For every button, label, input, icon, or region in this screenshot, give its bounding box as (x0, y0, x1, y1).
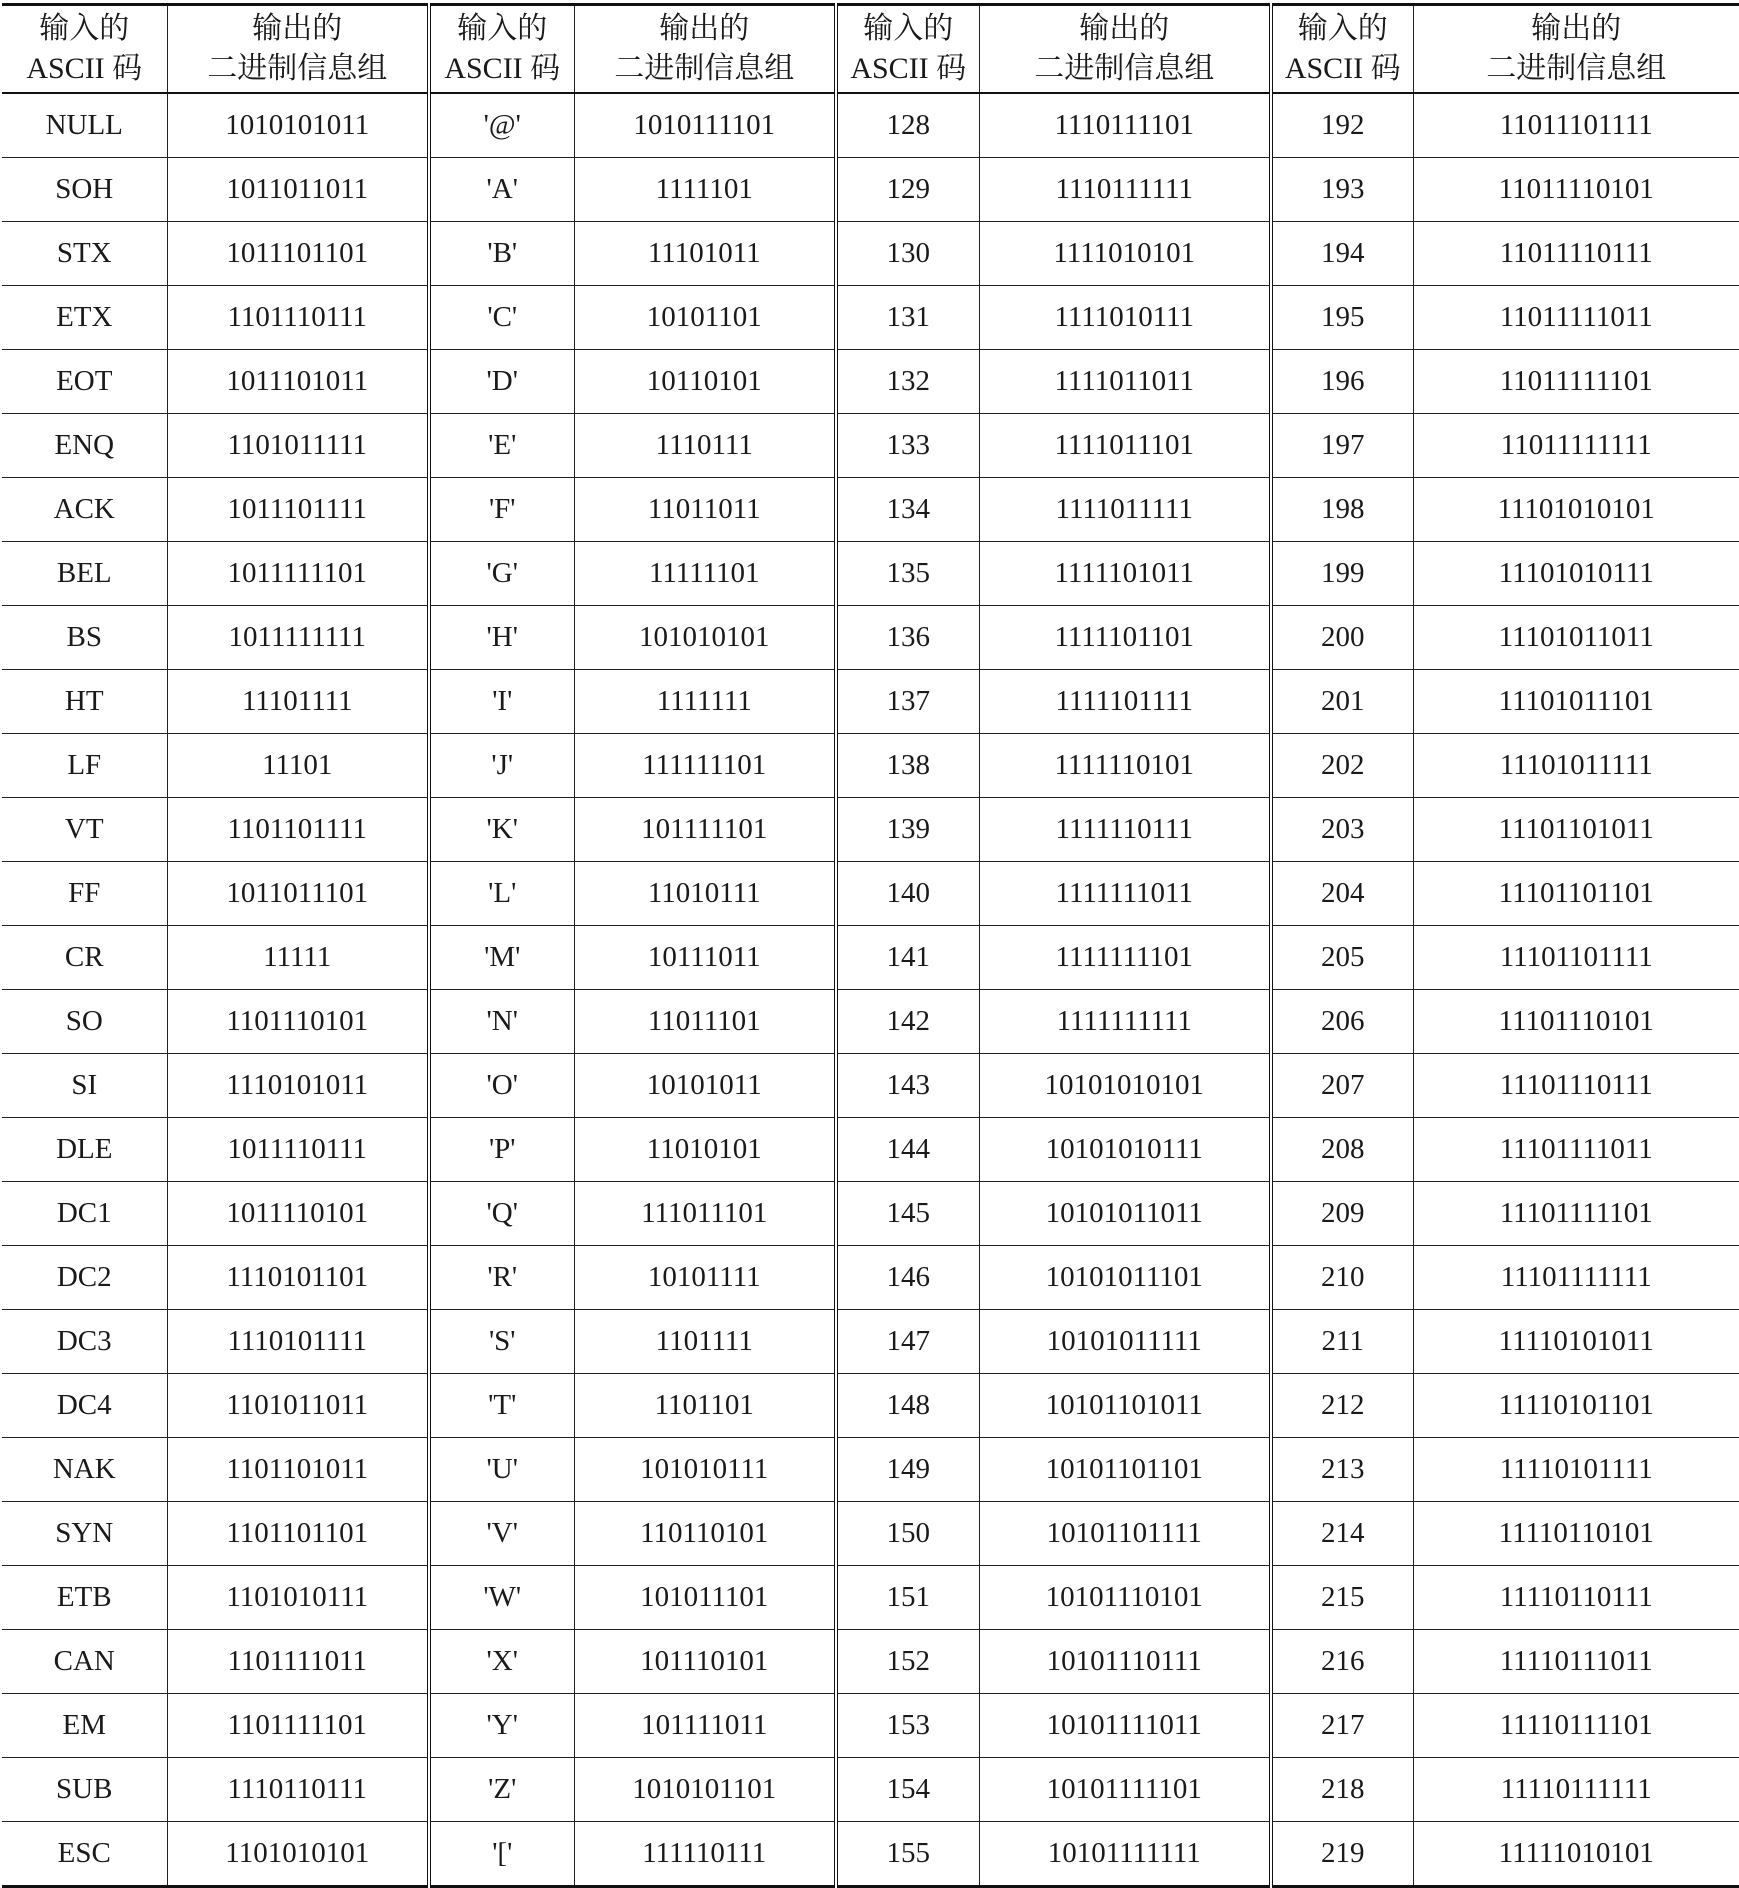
input-ascii-cell-3: 135 (836, 542, 979, 606)
output-binary-cell-3: 1111011111 (979, 478, 1271, 542)
input-ascii-cell-1: BS (2, 606, 167, 670)
input-ascii-cell-3: 132 (836, 350, 979, 414)
input-ascii-cell-2: 'D' (429, 350, 574, 414)
input-ascii-cell-1: SOH (2, 158, 167, 222)
output-binary-cell-1: 1101101101 (167, 1502, 429, 1566)
ascii-code-table (2, 3, 1739, 1888)
output-binary-cell-3: 1111101111 (979, 670, 1271, 734)
input-ascii-cell-1: DC3 (2, 1310, 167, 1374)
table-row (2, 414, 1739, 478)
output-binary-cell-4: 11111010101 (1413, 1822, 1739, 1887)
output-binary-cell-3: 1111111101 (979, 926, 1271, 990)
input-ascii-cell-4: 203 (1271, 798, 1413, 862)
input-ascii-cell-4: 192 (1271, 93, 1413, 158)
output-binary-cell-1: 1011011011 (167, 158, 429, 222)
output-binary-cell-3: 1111111011 (979, 862, 1271, 926)
input-ascii-cell-3: 134 (836, 478, 979, 542)
output-binary-cell-3: 1110111101 (979, 93, 1271, 158)
output-binary-cell-2: 11111101 (574, 542, 836, 606)
output-binary-cell-3: 10101101101 (979, 1438, 1271, 1502)
output-binary-cell-4: 11110111101 (1413, 1694, 1739, 1758)
input-ascii-cell-4: 200 (1271, 606, 1413, 670)
table-row (2, 990, 1739, 1054)
input-ascii-cell-4: 209 (1271, 1182, 1413, 1246)
input-ascii-cell-4: 196 (1271, 350, 1413, 414)
input-ascii-cell-3: 140 (836, 862, 979, 926)
output-binary-cell-2: 111111101 (574, 734, 836, 798)
input-ascii-cell-1: LF (2, 734, 167, 798)
output-binary-cell-4: 11011110101 (1413, 158, 1739, 222)
input-ascii-cell-2: 'I' (429, 670, 574, 734)
output-binary-cell-3: 10101101011 (979, 1374, 1271, 1438)
input-ascii-cell-2: 'T' (429, 1374, 574, 1438)
input-ascii-cell-3: 131 (836, 286, 979, 350)
output-binary-cell-2: 11010111 (574, 862, 836, 926)
input-ascii-cell-4: 206 (1271, 990, 1413, 1054)
output-binary-cell-1: 1101111011 (167, 1630, 429, 1694)
table-body (2, 93, 1739, 1887)
output-binary-cell-2: 101111011 (574, 1694, 836, 1758)
table-row (2, 350, 1739, 414)
output-binary-cell-2: 1101111 (574, 1310, 836, 1374)
input-ascii-cell-4: 205 (1271, 926, 1413, 990)
input-ascii-cell-3: 141 (836, 926, 979, 990)
output-binary-cell-4: 11011110111 (1413, 222, 1739, 286)
input-ascii-cell-4: 216 (1271, 1630, 1413, 1694)
input-ascii-cell-2: 'V' (429, 1502, 574, 1566)
input-ascii-cell-4: 215 (1271, 1566, 1413, 1630)
output-binary-cell-1: 1110101011 (167, 1054, 429, 1118)
output-binary-cell-2: 1111101 (574, 158, 836, 222)
input-ascii-cell-4: 213 (1271, 1438, 1413, 1502)
input-ascii-cell-4: 193 (1271, 158, 1413, 222)
output-binary-cell-4: 11011101111 (1413, 93, 1739, 158)
output-binary-cell-3: 1111110111 (979, 798, 1271, 862)
input-ascii-cell-4: 197 (1271, 414, 1413, 478)
input-ascii-cell-4: 208 (1271, 1118, 1413, 1182)
input-ascii-cell-2: 'E' (429, 414, 574, 478)
input-ascii-cell-1: SYN (2, 1502, 167, 1566)
output-binary-cell-3: 10101011111 (979, 1310, 1271, 1374)
table-row (2, 862, 1739, 926)
input-ascii-cell-2: 'R' (429, 1246, 574, 1310)
input-ascii-cell-3: 133 (836, 414, 979, 478)
output-binary-cell-4: 11110101011 (1413, 1310, 1739, 1374)
output-binary-cell-4: 11101101011 (1413, 798, 1739, 862)
header-input-ascii-1: 输入的 ASCII 码 (2, 5, 167, 94)
input-ascii-cell-2: 'L' (429, 862, 574, 926)
output-binary-cell-2: 110110101 (574, 1502, 836, 1566)
output-binary-cell-1: 1101110111 (167, 286, 429, 350)
output-binary-cell-2: 1101101 (574, 1374, 836, 1438)
input-ascii-cell-3: 143 (836, 1054, 979, 1118)
output-binary-cell-1: 1011101101 (167, 222, 429, 286)
output-binary-cell-4: 11011111111 (1413, 414, 1739, 478)
input-ascii-cell-4: 207 (1271, 1054, 1413, 1118)
output-binary-cell-1: 1011111101 (167, 542, 429, 606)
output-binary-cell-3: 10101010111 (979, 1118, 1271, 1182)
output-binary-cell-4: 11101111011 (1413, 1118, 1739, 1182)
output-binary-cell-1: 1110101111 (167, 1310, 429, 1374)
input-ascii-cell-1: EM (2, 1694, 167, 1758)
output-binary-cell-2: 1010101101 (574, 1758, 836, 1822)
input-ascii-cell-2: 'G' (429, 542, 574, 606)
input-ascii-cell-3: 145 (836, 1182, 979, 1246)
output-binary-cell-2: 101010111 (574, 1438, 836, 1502)
input-ascii-cell-2: 'M' (429, 926, 574, 990)
header-input-ascii-3: 输入的 ASCII 码 (836, 5, 979, 94)
input-ascii-cell-4: 219 (1271, 1822, 1413, 1887)
input-ascii-cell-1: ENQ (2, 414, 167, 478)
output-binary-cell-2: 101010101 (574, 606, 836, 670)
table-row (2, 670, 1739, 734)
output-binary-cell-1: 1110110111 (167, 1758, 429, 1822)
input-ascii-cell-1: DC2 (2, 1246, 167, 1310)
input-ascii-cell-4: 199 (1271, 542, 1413, 606)
table-row (2, 1502, 1739, 1566)
output-binary-cell-2: 10111011 (574, 926, 836, 990)
output-binary-cell-4: 11101011101 (1413, 670, 1739, 734)
header-row (2, 5, 1739, 94)
output-binary-cell-1: 1110101101 (167, 1246, 429, 1310)
output-binary-cell-3: 10101011011 (979, 1182, 1271, 1246)
output-binary-cell-3: 10101111011 (979, 1694, 1271, 1758)
output-binary-cell-1: 1101101111 (167, 798, 429, 862)
output-binary-cell-3: 10101110101 (979, 1566, 1271, 1630)
output-binary-cell-1: 1011101111 (167, 478, 429, 542)
table-row (2, 93, 1739, 158)
table-row (2, 1630, 1739, 1694)
table-row (2, 1054, 1739, 1118)
input-ascii-cell-1: VT (2, 798, 167, 862)
table-row (2, 606, 1739, 670)
output-binary-cell-2: 1110111 (574, 414, 836, 478)
input-ascii-cell-2: 'W' (429, 1566, 574, 1630)
output-binary-cell-1: 1101110101 (167, 990, 429, 1054)
output-binary-cell-1: 1101011111 (167, 414, 429, 478)
table-row (2, 734, 1739, 798)
input-ascii-cell-3: 144 (836, 1118, 979, 1182)
input-ascii-cell-3: 153 (836, 1694, 979, 1758)
output-binary-cell-1: 1011101011 (167, 350, 429, 414)
input-ascii-cell-4: 217 (1271, 1694, 1413, 1758)
input-ascii-cell-2: 'Y' (429, 1694, 574, 1758)
output-binary-cell-3: 1111010101 (979, 222, 1271, 286)
output-binary-cell-3: 10101110111 (979, 1630, 1271, 1694)
output-binary-cell-2: 11011011 (574, 478, 836, 542)
output-binary-cell-3: 10101101111 (979, 1502, 1271, 1566)
output-binary-cell-1: 1011111111 (167, 606, 429, 670)
header-input-ascii-2: 输入的 ASCII 码 (429, 5, 574, 94)
input-ascii-cell-4: 201 (1271, 670, 1413, 734)
input-ascii-cell-2: 'B' (429, 222, 574, 286)
output-binary-cell-4: 11101011011 (1413, 606, 1739, 670)
output-binary-cell-4: 11110111011 (1413, 1630, 1739, 1694)
table-header (2, 5, 1739, 94)
output-binary-cell-1: 1101111101 (167, 1694, 429, 1758)
table-row (2, 1822, 1739, 1887)
input-ascii-cell-1: EOT (2, 350, 167, 414)
output-binary-cell-2: 11011101 (574, 990, 836, 1054)
output-binary-cell-1: 1101011011 (167, 1374, 429, 1438)
input-ascii-cell-4: 210 (1271, 1246, 1413, 1310)
input-ascii-cell-3: 151 (836, 1566, 979, 1630)
input-ascii-cell-2: '[' (429, 1822, 574, 1887)
output-binary-cell-4: 11101011111 (1413, 734, 1739, 798)
output-binary-cell-3: 1110111111 (979, 158, 1271, 222)
input-ascii-cell-1: ETX (2, 286, 167, 350)
input-ascii-cell-1: NULL (2, 93, 167, 158)
table-row (2, 1310, 1739, 1374)
input-ascii-cell-4: 194 (1271, 222, 1413, 286)
input-ascii-cell-1: CR (2, 926, 167, 990)
input-ascii-cell-3: 136 (836, 606, 979, 670)
input-ascii-cell-1: CAN (2, 1630, 167, 1694)
input-ascii-cell-2: 'X' (429, 1630, 574, 1694)
input-ascii-cell-3: 155 (836, 1822, 979, 1887)
header-output-binary-4: 输出的 二进制信息组 (1413, 5, 1739, 94)
output-binary-cell-1: 1011110101 (167, 1182, 429, 1246)
output-binary-cell-1: 1101010111 (167, 1566, 429, 1630)
output-binary-cell-4: 11011111101 (1413, 350, 1739, 414)
input-ascii-cell-3: 149 (836, 1438, 979, 1502)
input-ascii-cell-1: NAK (2, 1438, 167, 1502)
input-ascii-cell-1: DC1 (2, 1182, 167, 1246)
output-binary-cell-3: 10101111111 (979, 1822, 1271, 1887)
input-ascii-cell-3: 147 (836, 1310, 979, 1374)
table-row (2, 222, 1739, 286)
output-binary-cell-3: 1111011011 (979, 350, 1271, 414)
output-binary-cell-4: 11110101111 (1413, 1438, 1739, 1502)
output-binary-cell-2: 11010101 (574, 1118, 836, 1182)
input-ascii-cell-4: 195 (1271, 286, 1413, 350)
input-ascii-cell-2: 'F' (429, 478, 574, 542)
output-binary-cell-3: 1111101011 (979, 542, 1271, 606)
table-row (2, 286, 1739, 350)
input-ascii-cell-3: 154 (836, 1758, 979, 1822)
output-binary-cell-1: 11111 (167, 926, 429, 990)
input-ascii-cell-3: 128 (836, 93, 979, 158)
input-ascii-cell-4: 211 (1271, 1310, 1413, 1374)
input-ascii-cell-3: 152 (836, 1630, 979, 1694)
output-binary-cell-4: 11011111011 (1413, 286, 1739, 350)
input-ascii-cell-1: STX (2, 222, 167, 286)
input-ascii-cell-1: HT (2, 670, 167, 734)
header-output-binary-1: 输出的 二进制信息组 (167, 5, 429, 94)
input-ascii-cell-1: SUB (2, 1758, 167, 1822)
output-binary-cell-2: 10101011 (574, 1054, 836, 1118)
output-binary-cell-3: 1111101101 (979, 606, 1271, 670)
output-binary-cell-3: 1111010111 (979, 286, 1271, 350)
output-binary-cell-2: 1111111 (574, 670, 836, 734)
output-binary-cell-1: 11101111 (167, 670, 429, 734)
header-output-binary-2: 输出的 二进制信息组 (574, 5, 836, 94)
input-ascii-cell-2: 'S' (429, 1310, 574, 1374)
header-input-ascii-4: 输入的 ASCII 码 (1271, 5, 1413, 94)
table-row (2, 798, 1739, 862)
output-binary-cell-2: 101111101 (574, 798, 836, 862)
table-row (2, 1566, 1739, 1630)
output-binary-cell-2: 111110111 (574, 1822, 836, 1887)
input-ascii-cell-4: 198 (1271, 478, 1413, 542)
output-binary-cell-1: 1011011101 (167, 862, 429, 926)
output-binary-cell-2: 10101101 (574, 286, 836, 350)
input-ascii-cell-1: DLE (2, 1118, 167, 1182)
output-binary-cell-3: 10101010101 (979, 1054, 1271, 1118)
header-output-binary-3: 输出的 二进制信息组 (979, 5, 1271, 94)
output-binary-cell-4: 11110101101 (1413, 1374, 1739, 1438)
input-ascii-cell-3: 130 (836, 222, 979, 286)
input-ascii-cell-2: 'J' (429, 734, 574, 798)
input-ascii-cell-2: 'O' (429, 1054, 574, 1118)
output-binary-cell-4: 11101010101 (1413, 478, 1739, 542)
input-ascii-cell-4: 218 (1271, 1758, 1413, 1822)
input-ascii-cell-2: 'A' (429, 158, 574, 222)
table-row (2, 1246, 1739, 1310)
output-binary-cell-1: 1011110111 (167, 1118, 429, 1182)
input-ascii-cell-4: 204 (1271, 862, 1413, 926)
output-binary-cell-4: 11110111111 (1413, 1758, 1739, 1822)
input-ascii-cell-3: 142 (836, 990, 979, 1054)
table-row (2, 1694, 1739, 1758)
input-ascii-cell-3: 139 (836, 798, 979, 862)
output-binary-cell-3: 10101111101 (979, 1758, 1271, 1822)
table-row (2, 1374, 1739, 1438)
output-binary-cell-2: 10110101 (574, 350, 836, 414)
output-binary-cell-3: 1111110101 (979, 734, 1271, 798)
input-ascii-cell-3: 148 (836, 1374, 979, 1438)
input-ascii-cell-2: 'N' (429, 990, 574, 1054)
input-ascii-cell-2: '@' (429, 93, 574, 158)
table-row (2, 478, 1739, 542)
output-binary-cell-2: 11101011 (574, 222, 836, 286)
output-binary-cell-1: 1101010101 (167, 1822, 429, 1887)
input-ascii-cell-4: 212 (1271, 1374, 1413, 1438)
input-ascii-cell-3: 150 (836, 1502, 979, 1566)
input-ascii-cell-3: 138 (836, 734, 979, 798)
output-binary-cell-4: 11101111111 (1413, 1246, 1739, 1310)
input-ascii-cell-4: 214 (1271, 1502, 1413, 1566)
input-ascii-cell-2: 'P' (429, 1118, 574, 1182)
output-binary-cell-2: 10101111 (574, 1246, 836, 1310)
input-ascii-cell-3: 137 (836, 670, 979, 734)
input-ascii-cell-1: SO (2, 990, 167, 1054)
table-row (2, 158, 1739, 222)
input-ascii-cell-3: 129 (836, 158, 979, 222)
output-binary-cell-4: 11101110101 (1413, 990, 1739, 1054)
table-row (2, 1182, 1739, 1246)
table-row (2, 542, 1739, 606)
output-binary-cell-3: 10101011101 (979, 1246, 1271, 1310)
output-binary-cell-2: 101110101 (574, 1630, 836, 1694)
output-binary-cell-3: 1111011101 (979, 414, 1271, 478)
input-ascii-cell-1: DC4 (2, 1374, 167, 1438)
input-ascii-cell-2: 'U' (429, 1438, 574, 1502)
input-ascii-cell-1: ETB (2, 1566, 167, 1630)
output-binary-cell-3: 1111111111 (979, 990, 1271, 1054)
input-ascii-cell-2: 'C' (429, 286, 574, 350)
input-ascii-cell-1: FF (2, 862, 167, 926)
input-ascii-cell-1: BEL (2, 542, 167, 606)
table-row (2, 1758, 1739, 1822)
output-binary-cell-4: 11101010111 (1413, 542, 1739, 606)
output-binary-cell-4: 11101101101 (1413, 862, 1739, 926)
input-ascii-cell-4: 202 (1271, 734, 1413, 798)
output-binary-cell-1: 1010101011 (167, 93, 429, 158)
input-ascii-cell-1: ACK (2, 478, 167, 542)
output-binary-cell-2: 111011101 (574, 1182, 836, 1246)
input-ascii-cell-1: SI (2, 1054, 167, 1118)
table-row (2, 1118, 1739, 1182)
output-binary-cell-2: 1010111101 (574, 93, 836, 158)
table-row (2, 1438, 1739, 1502)
output-binary-cell-4: 11110110111 (1413, 1566, 1739, 1630)
output-binary-cell-2: 101011101 (574, 1566, 836, 1630)
output-binary-cell-4: 11101111101 (1413, 1182, 1739, 1246)
input-ascii-cell-1: ESC (2, 1822, 167, 1887)
output-binary-cell-1: 11101 (167, 734, 429, 798)
output-binary-cell-4: 11101110111 (1413, 1054, 1739, 1118)
input-ascii-cell-2: 'Q' (429, 1182, 574, 1246)
output-binary-cell-4: 11110110101 (1413, 1502, 1739, 1566)
input-ascii-cell-3: 146 (836, 1246, 979, 1310)
input-ascii-cell-2: 'Z' (429, 1758, 574, 1822)
output-binary-cell-4: 11101101111 (1413, 926, 1739, 990)
output-binary-cell-1: 1101101011 (167, 1438, 429, 1502)
table-row (2, 926, 1739, 990)
input-ascii-cell-2: 'H' (429, 606, 574, 670)
input-ascii-cell-2: 'K' (429, 798, 574, 862)
